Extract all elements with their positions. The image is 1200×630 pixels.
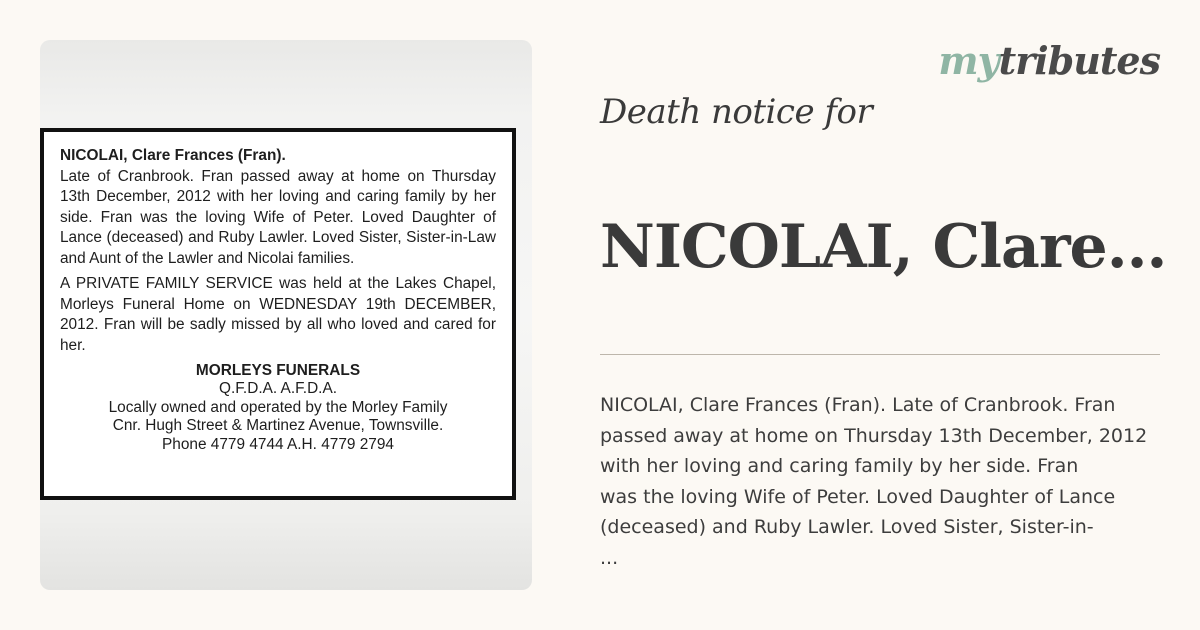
funeral-director-credentials: Q.F.D.A. A.F.D.A. bbox=[218, 380, 338, 398]
notice-paragraph-2: A PRIVATE FAMILY SERVICE was held at the Lakes Chapel, Morleys Funeral Home on WEDNESDAY 19th DECEMBER, 2012. Fran will be sadly missed by all who loved and cared for her. bbox=[60, 275, 496, 354]
funeral-director-name: MORLEYS FUNERALS bbox=[195, 362, 361, 379]
notice-excerpt: NICOLAI, Clare Frances (Fran). Late of Cranbrook. Fran passed away at home on Thursday 13th December, 2012 with her loving and caring family by her side. Fran was the loving Wife of Peter. Loved Daughter of Lance (deceased) and Ruby Lawler. Loved Sister, Sister-in- ... bbox=[600, 394, 1148, 569]
notice-paragraph-1 bbox=[60, 146, 496, 269]
funeral-director-line-2: Cnr. Hugh Street & Martinez Avenue, Townsville. bbox=[112, 417, 444, 435]
newspaper-notice-clipping bbox=[40, 128, 516, 500]
funeral-director-block bbox=[60, 362, 496, 454]
divider bbox=[600, 354, 1160, 355]
funeral-director-line-3: Phone 4779 4744 A.H. 4779 2794 bbox=[162, 435, 394, 453]
mytributes-logo[interactable] bbox=[938, 38, 1160, 83]
page-title: NICOLAI, Clare... bbox=[600, 212, 1167, 282]
funeral-director-line-1: Locally owned and operated by the Morley Family bbox=[108, 398, 448, 416]
notice-paragraph-1-text: Late of Cranbrook. Fran passed away at home on Thursday 13th December, 2012 with her loving and caring family by her side. Fran was the loving Wife of Peter. Loved Daughter of Lance (deceased) and Ruby Lawler. Loved Sister, Sister-in-Law and Aunt of the Lawler and Nicolai families. bbox=[60, 167, 496, 267]
notice-deceased-name: NICOLAI, Clare Frances (Fran). bbox=[60, 147, 286, 164]
notice-image-card bbox=[40, 40, 532, 590]
page-subtitle: Death notice for bbox=[600, 92, 873, 132]
logo-part-my: my bbox=[938, 38, 999, 83]
logo-part-tributes: tributes bbox=[998, 38, 1160, 83]
